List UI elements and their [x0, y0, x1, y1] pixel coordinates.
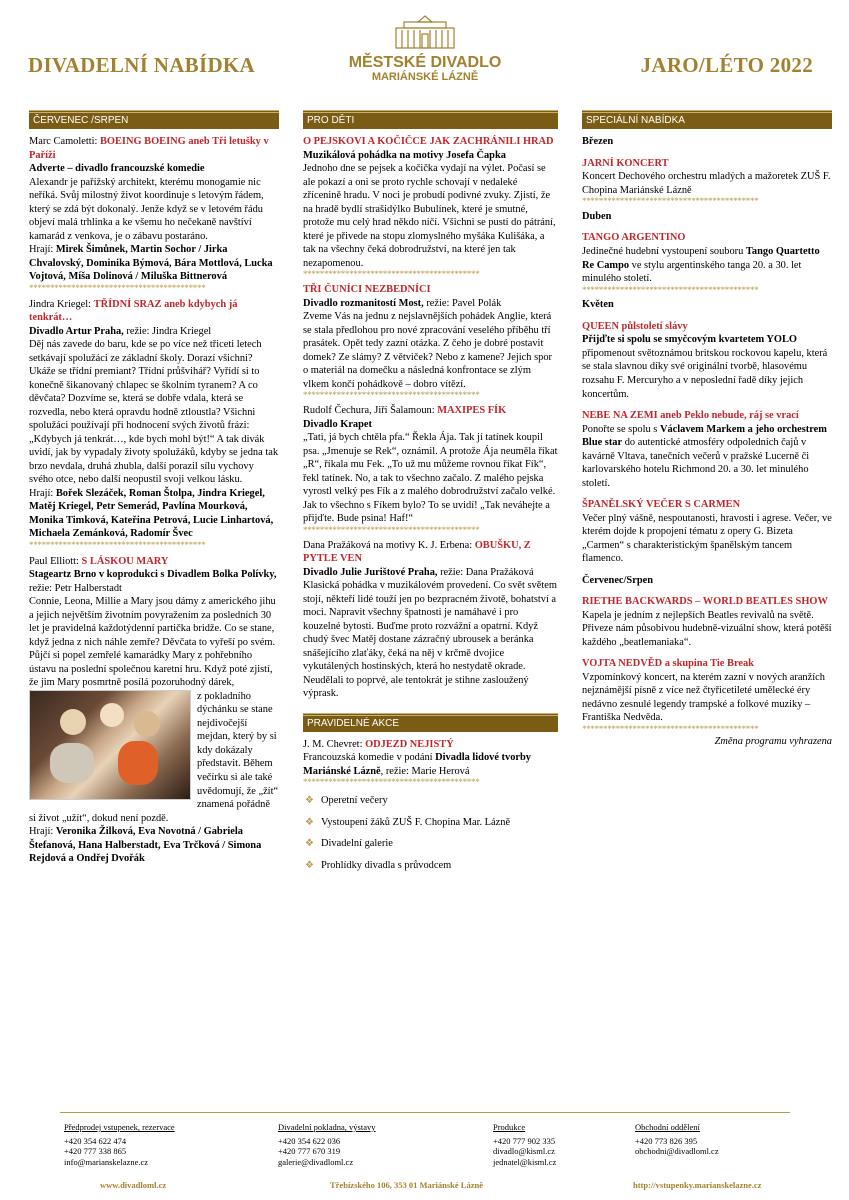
email-link[interactable]: jednatel@kisml.cz: [493, 1156, 557, 1167]
theatre-logo: [335, 14, 515, 84]
show-description: Zveme Vás na jednu z nejslavnějších pohádek Anglie, která se stala předlohou pro nové zpracování veselého příběhu tří prasátek. Opět tedy zazní otázka. Z čeho je dobré postavit domek? Ze slámy? Z větviček? Nebo z kamene? Jejich spor o materiál na domečku a následná konfrontace se zlým vlkem končí pohádkově – dobro vítězí.: [303, 311, 552, 390]
email-link[interactable]: obchodni@divadloml.cz: [635, 1146, 719, 1157]
list-item: ❖ Divadelní galerie: [305, 838, 393, 850]
footer-contact-sales: Obchodní oddělení +420 773 826 395 obchodni@divadloml.cz: [635, 1122, 719, 1157]
separator: ******************************************: [303, 525, 480, 535]
show-description: Francouzská komedie v podání Divadla lidové tvorby Mariánské Lázně, režie: Marie Herová: [303, 752, 531, 777]
event-title: TANGO ARGENTINO: [582, 232, 686, 244]
show-company: Divadlo Krapet: [303, 418, 372, 430]
show-company: Stageartz Brno v koprodukci s Divadlem Bolka Polívky, režie: Petr Halberstadt: [29, 569, 277, 594]
column-for-children: [303, 110, 558, 880]
section-heading: PRAVIDELNÉ AKCE: [303, 713, 558, 732]
address: Třebízského 106, 353 01 Mariánské Lázně: [330, 1180, 483, 1190]
event-description: Přijďte si spolu se smyčcovým kvartetem YOLO připomenout světoznámou britskou rockovou kapelu, která se stala slavnou díky své originální tvorbě, hlasovému rozsahu F. Mercuryho a v neposlední řadě díky jejich koncertům.: [582, 334, 828, 400]
show-company: Divadlo Julie Jurištové Praha, režie: Dana Pražáková: [303, 566, 534, 578]
show-title: O PEJSKOVI A KOČIČCE JAK ZACHRÁNILI HRAD: [303, 136, 554, 147]
show-description: Děj nás zavede do baru, kde se po více než třiceti letech setkávají spolužáci ze základní školy. Dorazí všichni? Ukáže se třídní premiant? Třídní průšvihář? Vyřídí si to konečně šikanovaný chlapec se školním tyranem? A co děvčata? Dozvíme se, která se dobře vdala, která se rozvedla, nebo která opravdu hodně ztloustla? Všichni spolužáci používají při hodnocení svých životů frázi: „Kdybych já tenkrát…, kde bych mohl být!“ A tak divák uvidí, jak by vypadaly životy spolužáků, kdyby se jedna tak brzo nevdala, druhá zhubla, další porazil sílu vychovy svého otce, nebo další neopustil svoji velkou lásku.: [29, 339, 279, 486]
section-heading: PRO DĚTI: [303, 110, 558, 129]
diamond-bullet-icon: ❖: [305, 816, 314, 828]
event-title: JARNÍ KONCERT: [582, 157, 669, 169]
column-july-august: [29, 110, 279, 866]
event-description: Ponořte se spolu s Václavem Markem a jeho orchestrem Blue star do autentické atmosféry odpoledních čajů v kavárně Vltava, tanečních večerů v pražské Lucerně či karlovarského hotelu Richmond 20. a 30. let minulého století.: [582, 423, 827, 489]
footer-contact-production: Produkce +420 777 902 335 divadlo@kisml.cz jednatel@kisml.cz: [493, 1122, 557, 1167]
footer-divider: [60, 1112, 790, 1113]
email-link[interactable]: info@marianskelazne.cz: [64, 1156, 149, 1167]
show-description: Klasická pohádka v muzikálovém provedení. Co svět světem stojí, někteří lidé touží jen po bezpracném životě, bohatství a moci. Napravit všechny špatnosti je namáhavé i pro kouzelné bytosti. Buďme proto rozvážní a opatrní. Když chudý švec Matěj dostane zázračný ubrousek a beránka snášejícího zlaťáky, čeká na něj v krčmě dvojice vykutálených hostinských, která ho nestydatě okrade. Neudělali to poprvé, ale tentokrát je stihne zasloužený výprask.: [303, 580, 557, 700]
separator: ******************************************: [303, 778, 480, 788]
show-title: TŘI ČUNÍCI NEZBEDNÍCI: [303, 284, 431, 296]
show-photo: [29, 690, 191, 800]
section-heading: SPECIÁLNÍ NABÍDKA: [582, 110, 832, 129]
diamond-bullet-icon: ❖: [305, 838, 314, 850]
separator: ******************************************: [29, 540, 206, 550]
show-cast: Hrají: Veronika Žilková, Eva Novotná / Gabriela Štefanová, Hana Halberstadt, Eva Trčková / Simona Rejdová a Ondřej Dvořák: [29, 826, 262, 865]
regular-events-list: [303, 794, 558, 872]
email-link[interactable]: divadlo@kisml.cz: [493, 1146, 555, 1157]
show-company: Divadlo Artur Praha, režie: Jindra Kriegel: [29, 325, 212, 337]
show-description: „Tati, já bych chtěla pfa.“ Řekla Ája. Tak jí tatínek koupil psa. „Jmenuje se Rek“, oznámil. A protože Ája neuměla říkat „R“, říkala mu Fek. „To už mu můžeme rovnou říkat Fík“, řekl tatínek. No, a tak to všechno začalo. Z malého pejska vyrostl velký pes Fík a z malého dobrodružství začalo velké. Jak to všechno s Fíkem bylo? To se uvidí! „Tak neváhejte a přijďte. Bude psina! Haf!“: [303, 432, 558, 525]
show-description-wrap: z pokladního dýchánku se stane nejdivočejší mejdan, který by si kdy dokázaly představit. Během večírku si ale také uvědomují, že „žít“ znamená pořádně si život „užít“, dokud není pozdě.: [29, 690, 279, 824]
section-heading: ČERVENEC /SRPEN: [29, 110, 279, 129]
tickets-link[interactable]: http://vstupenky.marianskelazne.cz: [633, 1180, 762, 1190]
theatre-building-icon: [390, 14, 460, 50]
event-description: Kapela je jedním z nejlepších Beatles revivalů na světě. Přiveze nám působivou hudebně-vizuální show, která potěší každého „beatlemaniaka“.: [582, 609, 832, 648]
logo-line-1: MĚSTSKÉ DIVADLO: [348, 53, 502, 71]
show-odjezd: J. M. Chevret: ODJEZD NEJISTÝ: [303, 738, 454, 750]
show-maxipes: Rudolf Čechura, Jiří Šalamoun: MAXIPES FÍK: [303, 405, 507, 417]
show-description: Jednoho dne se pejsek a kočička vydají na výlet. Počasí se ale pokazí a oni se proto rychle schovají v nedaleké zřícenině hradu. V noci je probudí podivné zvuky. Zjistí, že na hradě bydlí strašidýlko Bubulínek, které je smutné, protože mu celý hrad někdo ničí. Všichni se pustí do pátrání, které je přivede na stopu zlomyslného myšáka Kulišáka, a tak na všechny čeká dobrodružství, na které jen tak nezapomenou.: [303, 163, 556, 269]
event-title: VOJTA NEDVĚD a skupina Tie Break: [582, 658, 754, 670]
list-item: ❖ Vystoupení žáků ZUŠ F. Chopina Mar. Lázně: [305, 816, 511, 828]
event-title: ŠPANĚLSKÝ VEČER S CARMEN: [582, 499, 741, 511]
separator: ******************************************: [582, 724, 759, 734]
email-link[interactable]: galerie@divadloml.cz: [278, 1156, 354, 1167]
page-title-left: DIVADELNÍ NABÍDKA: [28, 53, 256, 77]
show-cast: Hrají: Bořek Slezáček, Roman Štolpa, Jindra Kriegel, Matěj Kriegel, Petr Semerád, Pavlína Mourková, Monika Timková, Kateřina Petrová, Lucie Linhartová, Michaela Zemánková, Radomír Švec: [29, 487, 274, 540]
separator: ******************************************: [582, 197, 759, 207]
event-title: RIETHE BACKWARDS – WORLD BEATLES SHOW: [582, 596, 828, 608]
separator: ******************************************: [303, 391, 480, 401]
show-tridni-sraz: Jindra Kriegel: TŘÍDNÍ SRAZ aneb kdybych já tenkrát…: [29, 298, 238, 324]
diamond-bullet-icon: ❖: [305, 859, 314, 871]
list-item: ❖ Operetní večery: [305, 795, 388, 807]
program-change-note: Změna programu vyhrazena: [714, 735, 832, 747]
show-s-laskou-mary: Paul Elliott: S LÁSKOU MARY: [29, 555, 169, 567]
event-title: QUEEN půlstoletí slávy: [582, 320, 688, 332]
event-description: Večer plný vášně, nespoutanosti, hravosti i agrese. Večer, ve kterém dojde k propojení tématu z opery G. Bizeta „Carmen“ s charakteristickým španělským tancem flamenco.: [582, 512, 832, 565]
separator: ******************************************: [582, 285, 759, 295]
month-label: Duben: [582, 210, 612, 222]
month-label: Březen: [582, 136, 614, 147]
show-description: Connie, Leona, Millie a Mary jsou dámy z amerického jihu a jejich největším životním povyražením za posledních 30 let je pravidelná každotýdenní partička bridže. Co se stane, když jedna z nich náhle zemře? Děvčata to vyřeší po svém. Půjčí si popel zemřelé kamarádky Mary z pohřebního ústavu na poslední společnou karetní hru. Když poté zjistí, že jim Mary posmrtně posílá pozoruhodný dárek,: [29, 596, 276, 689]
show-boeing: Marc Camoletti: BOEING BOEING aneb Tři letušky v Paříži: [29, 136, 269, 161]
show-company: Muzikálová pohádka na motivy Josefa Čapka: [303, 149, 506, 161]
show-cast: Hrají: Mirek Šimůnek, Martin Sochor / Jirka Chvalovský, Dominika Býmová, Bára Mottlová, Lucka Vojtová, Míša Dolinová / Miluška Bittnerová: [29, 244, 273, 283]
list-item: ❖ Prohlídky divadla s průvodcem: [305, 859, 452, 871]
diamond-bullet-icon: ❖: [305, 795, 314, 807]
event-title: NEBE NA ZEMI aneb Peklo nebude, ráj se vrací: [582, 410, 799, 422]
show-description: Alexandr je pařížský architekt, kterému monogamie nic neříká. Svůj milostný život koordinuje s letovým řádem, který se zdá být dokonalý. Jenže když se v letovém řádu objeví malá trhlinka a ke všemu ho nečekaně navštíví kamarád z venkova, je o zábavu postaráno.: [29, 176, 264, 242]
event-description: Vzpomínkový koncert, na kterém zazní v nových aranžích nejznámější písně z více než čtyřicetileté umělecké éry nedávno zesnulé legendy trampské a folkové muziky – Františka Nedvěda.: [582, 671, 825, 724]
footer-contact-presale: Předprodej vstupenek, rezervace +420 354 622 474 +420 777 338 865 info@marianskelazne.cz: [64, 1122, 175, 1167]
show-company: Divadlo rozmanitostí Most, režie: Pavel Polák: [303, 297, 502, 309]
footer-contact-boxoffice: Divadelní pokladna, výstavy +420 354 622 036 +420 777 670 319 galerie@divadloml.cz: [278, 1122, 376, 1167]
column-special-offer: [582, 110, 832, 748]
logo-line-2: MARIÁNSKÉ LÁZNĚ: [371, 70, 479, 83]
separator: ******************************************: [303, 270, 480, 280]
event-description: Koncert Dechového orchestru mladých a mažoretek ZUŠ F. Chopina Mariánské Lázně: [582, 171, 831, 196]
month-label: Červenec/Srpen: [582, 574, 653, 586]
event-description: Jedinečné hudební vystoupení souboru Tango Quartetto Re Campo ve stylu argentinského tanga 20. a 30. let minulého století.: [582, 245, 820, 285]
month-label: Květen: [582, 299, 614, 311]
show-company: Adverte – divadlo francouzské komedie: [29, 163, 205, 175]
website-link[interactable]: www.divadloml.cz: [100, 1180, 167, 1190]
separator: ******************************************: [29, 283, 206, 293]
page-title-right: JARO/LÉTO 2022: [640, 53, 813, 77]
show-obusku: Dana Pražáková na motivy K. J. Erbena: OBUŠKU, Z PYTLE VEN: [303, 539, 531, 565]
